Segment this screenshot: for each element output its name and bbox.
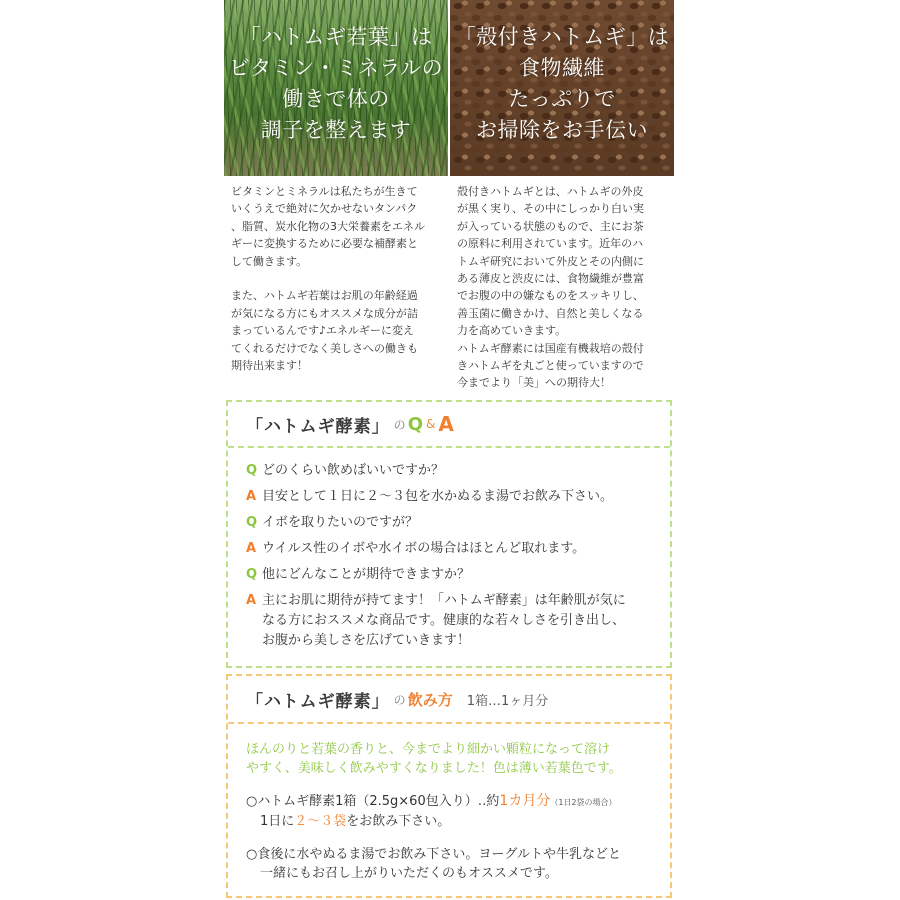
answer-item: A 主にお肌に期待が持てます！「ハトムギ酵素」は年齢肌が気に なる方におススメな商品です。健康的な若々しさを引き出し、 お腹から美しさを広げていきます！ [246,593,626,648]
question-item: Q どのくらい飲めばいいですか？ [246,463,445,478]
question-item: Q イボを取りたいのですが？ [246,515,419,530]
qa-title: 「ハトムギ酵素」 [246,416,390,437]
usage-tip: ○食後に水やぬるま湯でお飲み下さい。ヨーグルトや牛乳などと [246,847,621,862]
dosage-line-2: 1日に２〜３袋をお飲み下さい。 [260,814,451,829]
box-duration: 1箱…1ヶ月分 [466,693,549,709]
right-column [450,0,674,392]
seed-photo [450,0,674,176]
question-item: Q 他にどんなことが期待できますか？ [246,567,471,582]
howto-header: 「ハトムギ酵素」 の 飲み方 1箱…1ヶ月分 [228,676,670,724]
qa-list [228,448,670,649]
qa-header: 「ハトムギ酵素」 の Q & A [228,402,670,448]
leaf-description: ビタミンとミネラルは私たちが生きて いくうえで絶対に欠かせないタンパク 、脂質、炭水化物の3大栄養素をエネル ギーに変換するために必要な補酵素と して働きます。 また、ハトムギ若葉はお肌の年齢経過 が気になる方にもオススメな成分が詰 まっているんです♪エネルギーに変え てくれるだけでなく美しさへの働きも 期待出来ます！ [231,185,425,373]
seed-photo-caption: 「殻付きハトムギ」は 食物繊維 たっぷりで お掃除をお手伝い [454,25,670,142]
left-column [224,0,448,374]
leaf-photo-caption: 「ハトムギ若葉」は ビタミン・ミネラルの 働きで体の 調子を整えます [228,25,444,142]
howto-body [228,724,670,883]
answer-item: A 目安として１日に２〜３包を水かぬるま湯でお飲み下さい。 [246,489,614,504]
qa-section [226,400,672,668]
seed-description: 殻付きハトムギとは、ハトムギの外皮 が黒く実り、その中にしっかり白い実 が入っている状態のもので、主にお茶 の原料に利用されています。近年のハ トムギ研究において外皮とその内側に ある薄皮と渋皮には、食物繊維が豊富 でお腹の中の嫌なものをスッキリし、 善玉菌に働きかけ、自然と美しくなる 力を高めていきます。 ハトムギ酵素には国産有機栽培の殻付 きハトムギを丸ごと使っていますので 今までより「美」への期待大！ [457,185,644,390]
howto-title: 「ハトムギ酵素」 [246,691,390,712]
howto-intro: ほんのりと若葉の香りと、今までより細かい顆粒になって溶け やすく、美味しく飲みやすくなりました！色は薄い若葉色です。 [246,742,622,776]
usage-tip-2: 一緒にもお召し上がりいただくのもオススメです。 [260,866,558,881]
dosage-line: ○ハトムギ酵素1箱（2.5g×60包入り）‥約1カ月分（1日2袋の場合） [246,793,617,809]
howto-section [226,674,672,898]
answer-item: A ウイルス性のイボや水イボの場合はほとんど取れます。 [246,541,586,556]
leaf-photo [224,0,448,176]
